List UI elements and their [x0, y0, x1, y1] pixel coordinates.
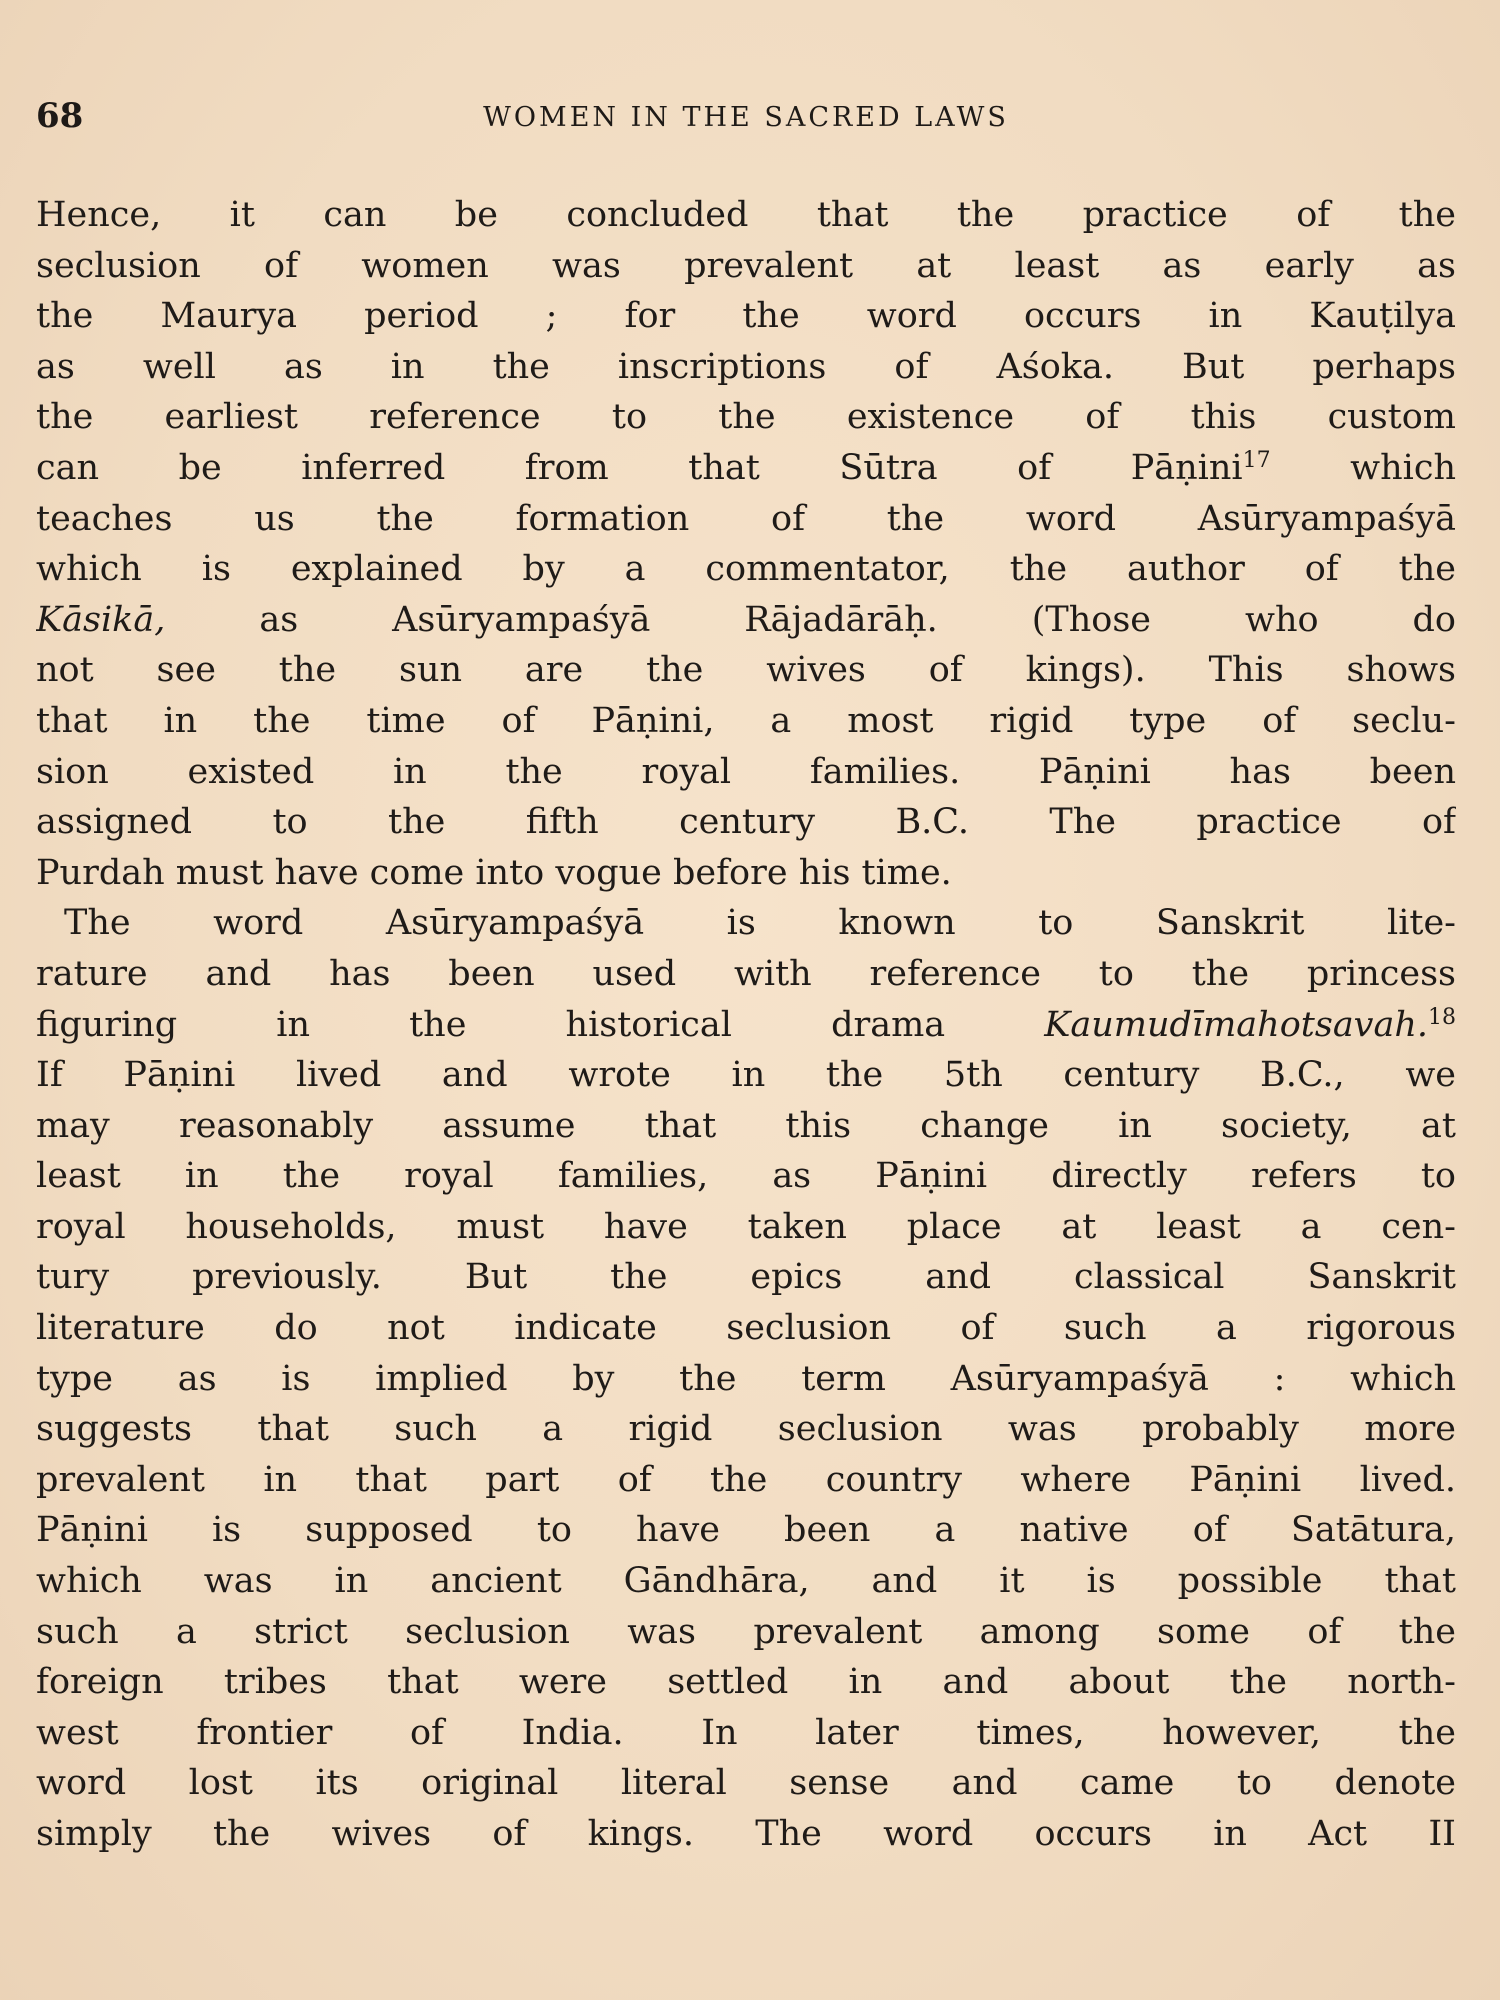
text-line: literature do not indicate seclusion of such a rigorous [36, 1308, 1456, 1349]
text-line: which was in ancient Gāndhāra, and it is possible that [36, 1561, 1456, 1602]
text-line: word lost its original literal sense and came to denote [36, 1763, 1456, 1804]
text-line: tury previously. But the epics and classical Sanskrit [36, 1257, 1456, 1298]
text-line [36, 443, 1456, 494]
text-line: sion existed in the royal families. Pāṇini has been [36, 751, 1456, 792]
text-line: not see the sun are the wives of kings). This shows [36, 650, 1456, 691]
text-line: west frontier of India. In later times, however, the [36, 1712, 1456, 1753]
text-line: which is explained by a commentator, the author of the [36, 549, 1456, 590]
text-line: type as is implied by the term Asūryampaśyā : which [36, 1358, 1456, 1399]
text-segment: as Asūryampaśyā Rājadārāḥ. (Those who do [165, 599, 1456, 640]
footnote-ref-17: 17 [1242, 447, 1271, 473]
text-line: The word Asūryampaśyā is known to Sanskrit lite- [64, 903, 1456, 944]
running-title: WOMEN IN THE SACRED LAWS [483, 102, 1009, 133]
text-line: as well as in the inscriptions of Aśoka. But perhaps [36, 346, 1456, 387]
text-line: simply the wives of kings. The word occurs in Act II [36, 1814, 1456, 1854]
text-line: prevalent in that part of the country where Pāṇini lived. [36, 1459, 1456, 1500]
text-line: the Maurya period ; for the word occurs in Kauṭilya [36, 296, 1456, 337]
text-line: least in the royal families, as Pāṇini directly refers to [36, 1156, 1456, 1197]
text-segment: which [1270, 447, 1456, 488]
text-segment: can be inferred from that Sūtra of Pāṇini [36, 447, 1243, 488]
text-line: seclusion of women was prevalent at least as early as [36, 245, 1456, 286]
text-line: royal households, must have taken place at least a cen- [36, 1206, 1456, 1247]
text-line [36, 595, 1456, 646]
text-line: the earliest reference to the existence of this custom [36, 397, 1456, 438]
text-line: teaches us the formation of the word Asūryampaśyā [36, 498, 1456, 539]
page-header [36, 96, 1456, 140]
text-line: such a strict seclusion was prevalent among some of the [36, 1611, 1456, 1652]
text-line: Purdah must have come into vogue before his time. [36, 852, 952, 893]
text-line: assigned to the fifth century B.C. The practice of [36, 802, 1456, 843]
footnote-ref-18: 18 [1428, 1004, 1456, 1030]
text-segment: figuring in the historical drama [36, 1004, 1045, 1045]
text-line: may reasonably assume that this change in society, at [36, 1105, 1456, 1146]
text-line: rature and has been used with reference to the princess [36, 953, 1456, 994]
text-line: If Pāṇini lived and wrote in the 5th century B.C., we [36, 1055, 1456, 1096]
text-line: suggests that such a rigid seclusion was probably more [36, 1409, 1456, 1450]
body-text [36, 190, 1456, 1860]
italic-title-kasika: Kāsikā, [36, 599, 166, 640]
text-line: Hence, it can be concluded that the practice of the [36, 195, 1456, 235]
text-line: that in the time of Pāṇini, a most rigid type of seclu- [36, 700, 1456, 741]
text-line: Pāṇini is supposed to have been a native of Satātura, [36, 1510, 1456, 1551]
text-line [36, 1000, 1456, 1051]
italic-title-kaumudimahotsava: Kaumudīmahotsavah. [1044, 1004, 1428, 1045]
page-number: 68 [36, 96, 84, 136]
text-line: foreign tribes that were settled in and about the north- [36, 1662, 1456, 1703]
